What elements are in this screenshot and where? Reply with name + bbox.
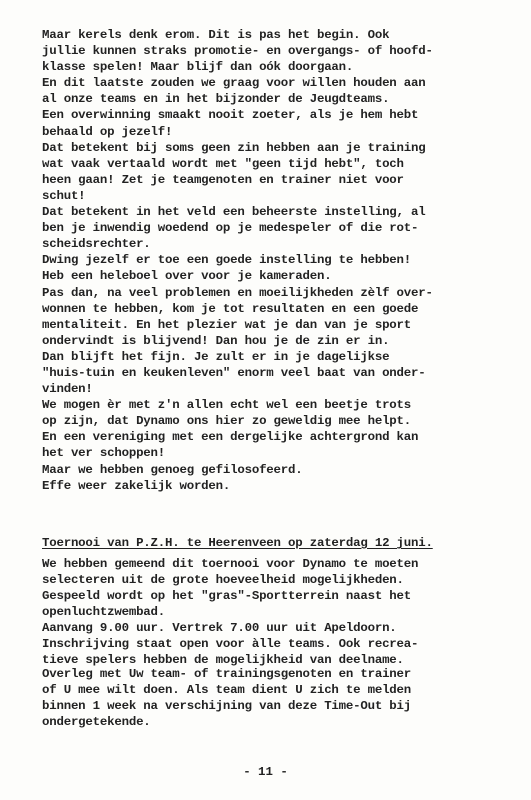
page-number: - 11 - xyxy=(243,765,288,779)
text-line: ben je inwendig woedend op je medespeler of die rot- xyxy=(42,221,419,236)
text-line: ondervindt is blijvend! Dan hou je de zin er in. xyxy=(42,333,390,348)
text-line: selecteren uit de grote hoeveelheid mogelijkheden. xyxy=(42,573,404,588)
text-line: heen gaan! Zet je teamgenoten en trainer niet voor xyxy=(42,172,404,187)
text-line: Inschrijving staat open voor àlle teams. Ook recrea- xyxy=(42,637,419,651)
text-line: "huis-tuin en keukenleven" enorm veel baat van onder- xyxy=(42,365,426,380)
text-line: We hebben gemeend dit toernooi voor Dynamo te moeten xyxy=(42,557,419,571)
text-line: We mogen èr met z'n allen echt wel een beetje trots xyxy=(42,398,412,413)
text-line: openluchtzwembad. xyxy=(42,605,166,620)
text-line: Dat betekent bij soms geen zin hebben aan je training xyxy=(42,140,426,155)
text-line: Effe weer zakelijk worden. xyxy=(42,478,231,493)
text-line: Pas dan, na veel problemen en moeilijkheden zèlf over- xyxy=(42,285,433,300)
text-line: Dan blijft het fijn. Je zult er in je dagelijkse xyxy=(42,349,390,364)
text-line: ondergetekende. xyxy=(42,715,151,730)
text-line: Dwing jezelf er toe een goede instelling te hebben! xyxy=(42,253,412,268)
text-line: Dat betekent in het veld een beheerste instelling, al xyxy=(42,205,426,220)
text-line: Maar kerels denk erom. Dit is pas het begin. Ook xyxy=(42,28,390,42)
text-line: vinden! xyxy=(42,382,93,397)
text-line: wat vaak vertaald wordt met "geen tijd hebt", toch xyxy=(42,156,404,171)
text-line: scheidsrechter. xyxy=(42,237,151,252)
text-line: of U mee wilt doen. Als team dient U zich te melden xyxy=(42,683,412,698)
text-line: Een overwinning smaakt nooit zoeter, als je hem hebt xyxy=(42,108,419,123)
text-line: al onze teams en in het bijzonder de Jeugdteams. xyxy=(42,92,390,107)
text-line: binnen 1 week na verschijning van deze Time-Out bij xyxy=(42,699,412,714)
text-line: op zijn, dat Dynamo ons hier zo geweldig mee helpt. xyxy=(42,414,412,429)
text-line: behaald op jezelf! xyxy=(42,124,173,139)
text-line: Overleg met Uw team- of trainingsgenoten en trainer xyxy=(42,667,412,681)
paragraph-1 xyxy=(42,27,512,494)
text-line: klasse spelen! Maar blijf dan oók doorgaan. xyxy=(42,60,354,75)
text-line: mentaliteit. En het plezier wat je dan van je sport xyxy=(42,317,412,332)
text-line: Aanvang 9.00 uur. Vertrek 7.00 uur uit Apeldoorn. xyxy=(42,621,397,636)
text-line: Maar we hebben genoeg gefilosofeerd. xyxy=(42,462,303,477)
text-line: Heb een heleboel over voor je kameraden. xyxy=(42,269,332,284)
section-heading: Toernooi van P.Z.H. te Heerenveen op zaterdag 12 juni. xyxy=(42,536,433,550)
text-line: wonnen te hebben, kom je tot resultaten en een goede xyxy=(42,301,419,316)
paragraph-4 xyxy=(42,666,512,730)
text-line: schut! xyxy=(42,188,86,203)
text-line: Gespeeld wordt op het "gras"-Sportterrein naast het xyxy=(42,589,412,604)
text-line: het ver schoppen! xyxy=(42,446,166,461)
text-line: En dit laatste zouden we graag voor willen houden aan xyxy=(42,76,426,91)
text-line: jullie kunnen straks promotie- en overgangs- of hoofd- xyxy=(42,44,433,59)
paragraph-3 xyxy=(42,636,512,668)
paragraph-2 xyxy=(42,556,512,636)
text-line: tieve spelers hebben de mogelijkheid van deelname. xyxy=(42,653,404,668)
text-line: En een vereniging met een dergelijke achtergrond kan xyxy=(42,430,419,445)
